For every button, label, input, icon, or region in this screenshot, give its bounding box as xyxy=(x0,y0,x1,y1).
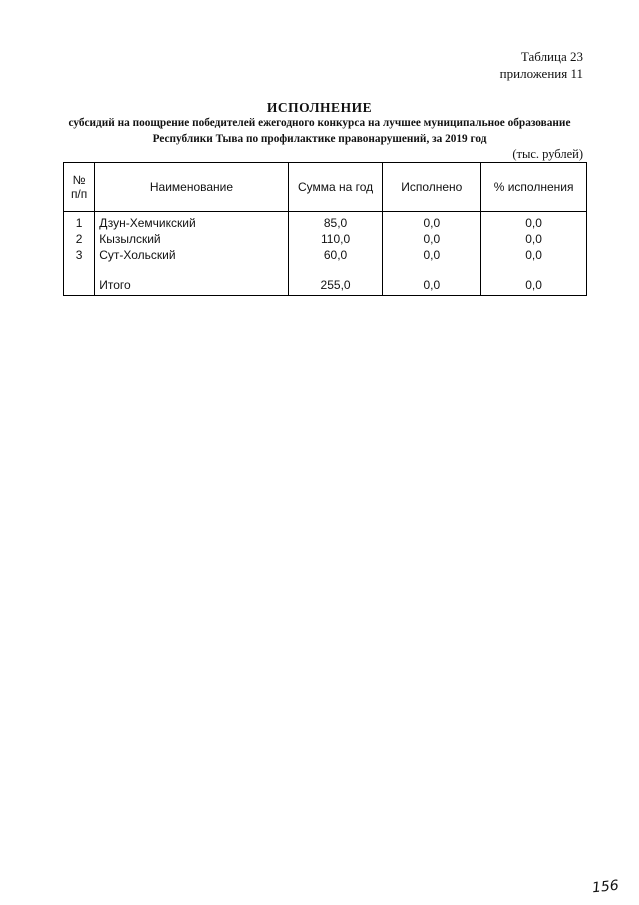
header-name: Наименование xyxy=(95,163,288,212)
row-sum: 60,0 xyxy=(288,247,383,263)
row-done: 0,0 xyxy=(383,212,481,232)
table-header-row xyxy=(64,163,587,212)
header-done: Исполнено xyxy=(383,163,481,212)
table-number: Таблица 23 xyxy=(520,49,583,64)
header-sum: Сумма на год xyxy=(288,163,383,212)
execution-table xyxy=(63,162,587,296)
table-row xyxy=(64,231,587,247)
table-row xyxy=(64,212,587,232)
total-num xyxy=(64,277,95,296)
document-subtitle-line1: субсидий на поощрение победителей ежегодного конкурса на лучшее муниципальное образование xyxy=(68,117,571,129)
row-num: 2 xyxy=(64,231,95,247)
row-name: Дзун-Хемчикский xyxy=(95,212,288,232)
row-done: 0,0 xyxy=(383,231,481,247)
row-name: Кызылский xyxy=(95,231,288,247)
total-pct: 0,0 xyxy=(481,277,587,296)
total-sum: 255,0 xyxy=(288,277,383,296)
table-total-row xyxy=(64,277,587,296)
row-pct: 0,0 xyxy=(481,231,587,247)
total-done: 0,0 xyxy=(383,277,481,296)
table-row xyxy=(64,247,587,263)
row-num: 3 xyxy=(64,247,95,263)
table-spacer-row xyxy=(64,263,587,277)
document-title: ИСПОЛНЕНИЕ xyxy=(266,100,373,115)
total-name: Итого xyxy=(95,277,288,296)
row-pct: 0,0 xyxy=(481,247,587,263)
row-done: 0,0 xyxy=(383,247,481,263)
row-sum: 85,0 xyxy=(288,212,383,232)
header-pct: % исполнения xyxy=(481,163,587,212)
header-num xyxy=(64,163,95,212)
row-pct: 0,0 xyxy=(481,212,587,232)
row-num: 1 xyxy=(64,212,95,232)
page-number-handwritten: 156 xyxy=(591,877,620,897)
header-num-label: № п/п xyxy=(70,173,88,201)
document-subtitle-line2: Республики Тыва по профилактике правонарушений, за 2019 год xyxy=(152,133,487,145)
row-sum: 110,0 xyxy=(288,231,383,247)
row-name: Сут-Хольский xyxy=(95,247,288,263)
units-label: (тыс. рублей) xyxy=(512,147,583,161)
appendix-number: приложения 11 xyxy=(499,66,583,81)
table-reference xyxy=(500,48,583,82)
